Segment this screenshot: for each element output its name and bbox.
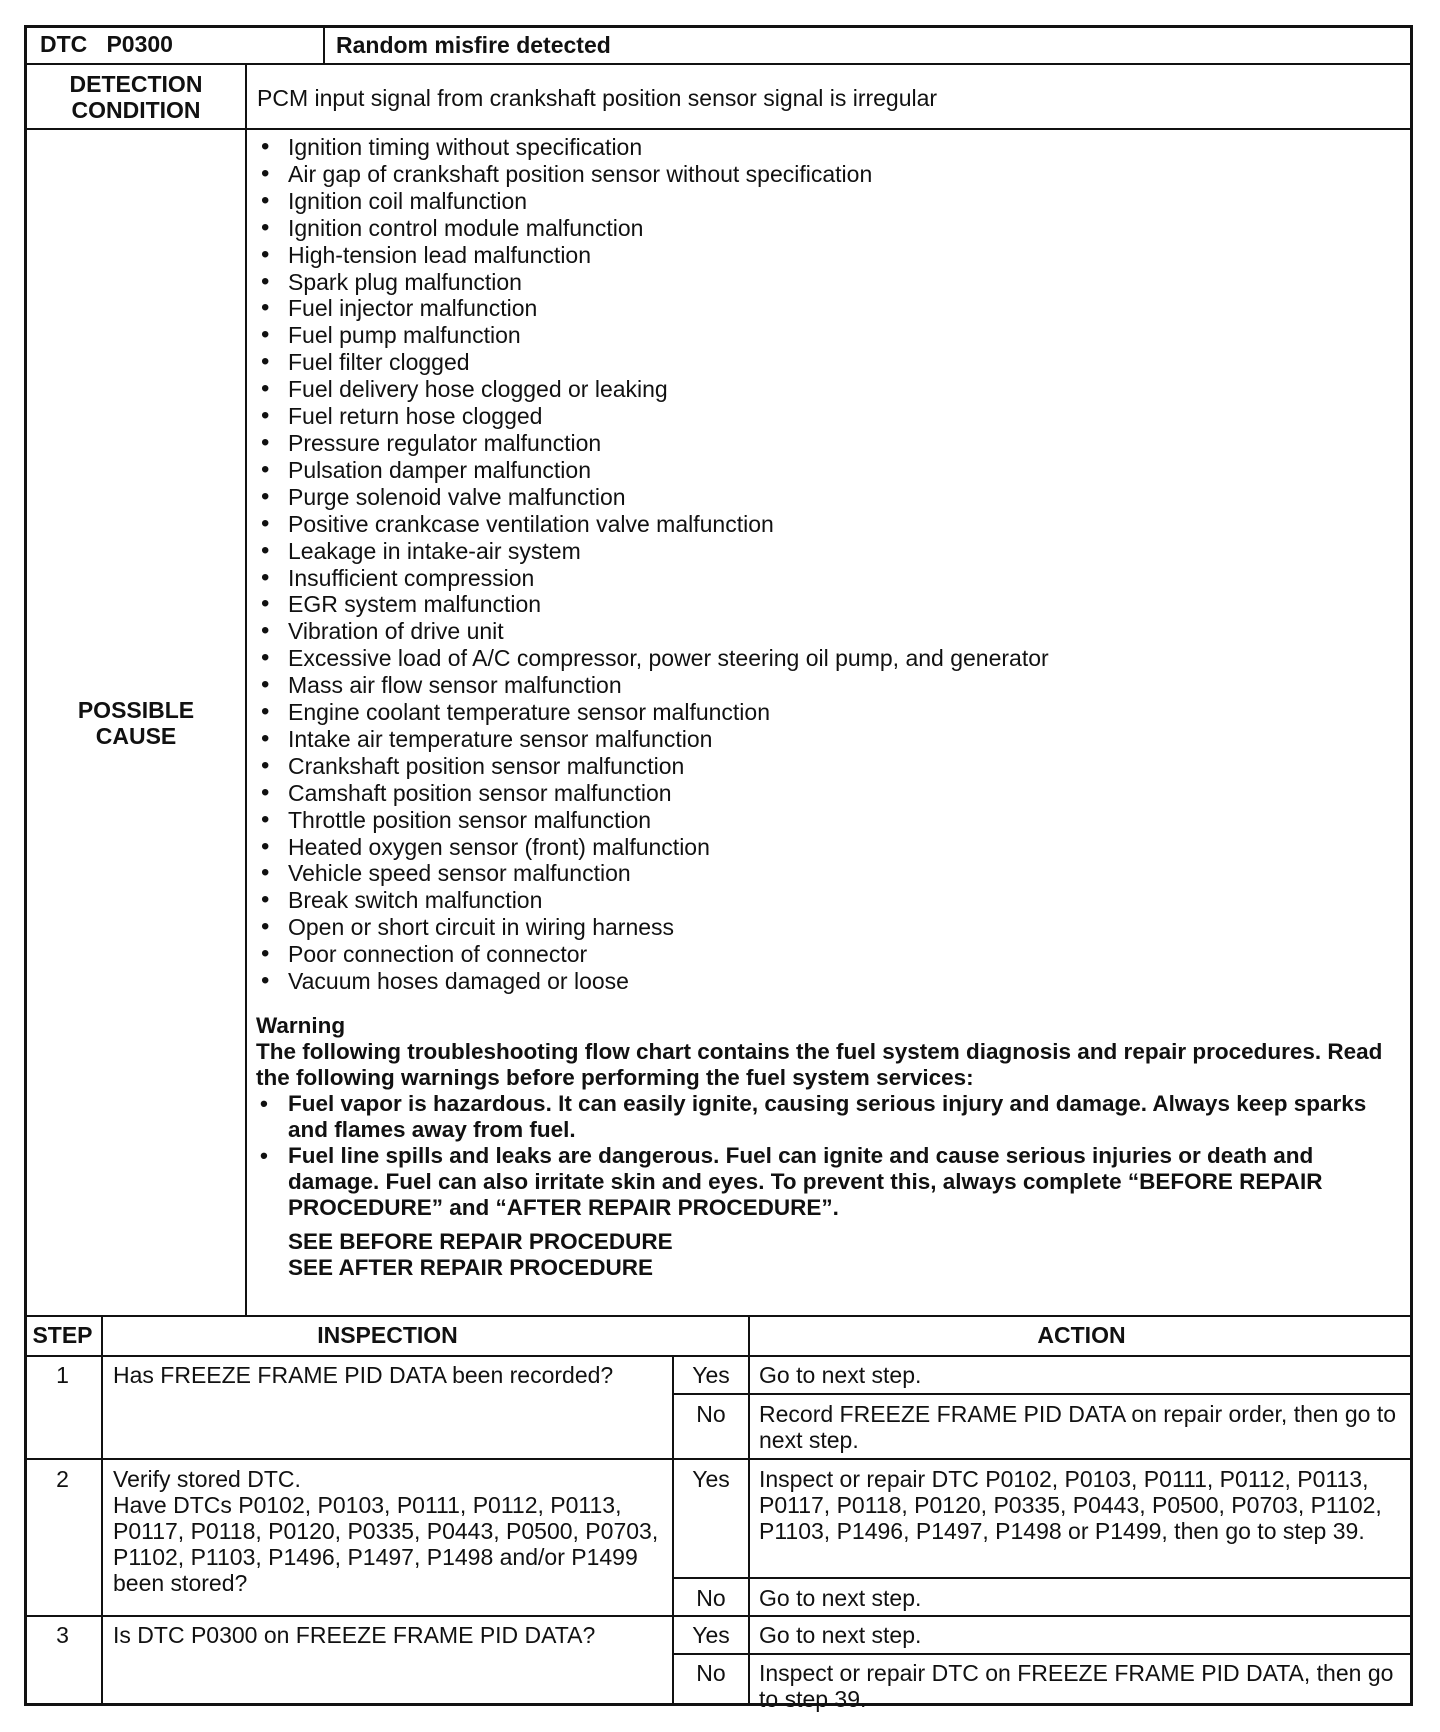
rule-step2-bottom — [24, 1615, 1413, 1617]
possible-cause-item: • High-tension lead malfunction — [256, 242, 1406, 269]
possible-cause-item: • Mass air flow sensor malfunction — [256, 672, 1406, 699]
rule-cause-bottom — [24, 1315, 1413, 1317]
possible-cause-item: • Ignition coil malfunction — [256, 188, 1406, 215]
step-3-no-label: No — [696, 1660, 726, 1686]
rule-step1-yes-bottom — [672, 1393, 1413, 1395]
action-column-header: ACTION — [1037, 1322, 1126, 1348]
possible-cause-item: • Spark plug malfunction — [256, 269, 1406, 296]
possible-cause-item: • Crankshaft position sensor malfunction — [256, 753, 1406, 780]
possible-cause-list — [256, 134, 1406, 995]
step-1-number: 1 — [56, 1362, 69, 1388]
see-links — [256, 1229, 1396, 1281]
dtc-code-cell — [40, 31, 320, 57]
step-2-number: 2 — [56, 1466, 69, 1492]
possible-cause-item: • Pulsation damper malfunction — [256, 457, 1406, 484]
warning-heading: Warning — [256, 1013, 346, 1038]
possible-cause-item: • Fuel injector malfunction — [256, 295, 1406, 322]
possible-cause-item: • Pressure regulator malfunction — [256, 430, 1406, 457]
possible-cause-item: • Break switch malfunction — [256, 887, 1406, 914]
step-3-yes-label: Yes — [692, 1622, 730, 1648]
possible-cause-item: • Air gap of crankshaft position sensor without specification — [256, 161, 1406, 188]
step-2-inspection-line1: Verify stored DTC. — [113, 1466, 301, 1492]
step-2-inspection — [113, 1466, 668, 1596]
step-column-header: STEP — [32, 1322, 93, 1348]
step-3-inspection: Is DTC P0300 on FREEZE FRAME PID DATA? — [113, 1622, 596, 1648]
possible-cause-item: • Leakage in intake-air system — [256, 538, 1406, 565]
possible-cause-label-line2: CAUSE — [95, 722, 177, 749]
possible-cause-item: • Insufficient compression — [256, 565, 1406, 592]
possible-cause-item: • Poor connection of connector — [256, 941, 1406, 968]
possible-cause-item: • Camshaft position sensor malfunction — [256, 780, 1406, 807]
dtc-label: DTC — [40, 31, 88, 57]
detection-label-line2: CONDITION — [71, 96, 201, 123]
see-before-repair-link[interactable]: SEE BEFORE REPAIR PROCEDURE — [288, 1229, 673, 1254]
possible-cause-item: • Vibration of drive unit — [256, 618, 1406, 645]
dtc-title: Random misfire detected — [336, 32, 611, 58]
possible-cause-list-cell — [256, 134, 1406, 995]
rule-steps-header-bottom — [24, 1355, 1413, 1357]
possible-cause-item: • Engine coolant temperature sensor malfunction — [256, 699, 1406, 726]
possible-cause-item: • Intake air temperature sensor malfunction — [256, 726, 1406, 753]
step-2-no-label: No — [696, 1585, 726, 1611]
possible-cause-item: • Positive crankcase ventilation valve malfunction — [256, 511, 1406, 538]
step-3-number: 3 — [56, 1622, 69, 1648]
possible-cause-item: • Fuel filter clogged — [256, 349, 1406, 376]
possible-cause-item: • Open or short circuit in wiring harness — [256, 914, 1406, 941]
possible-cause-item: • Excessive load of A/C compressor, power steering oil pump, and generator — [256, 645, 1406, 672]
possible-cause-item: • Purge solenoid valve malfunction — [256, 484, 1406, 511]
step-2-yes-label: Yes — [692, 1466, 730, 1492]
see-after-repair-link[interactable]: SEE AFTER REPAIR PROCEDURE — [288, 1255, 654, 1280]
inspection-column-header: INSPECTION — [317, 1322, 458, 1348]
step-1-yes-action: Go to next step. — [759, 1362, 922, 1388]
possible-cause-label — [27, 130, 245, 1315]
warning-intro: The following troubleshooting flow chart contains the fuel system diagnosis and repair procedures. Read the following warnings before performing the fuel system services: — [256, 1039, 1383, 1090]
possible-cause-item: • Vehicle speed sensor malfunction — [256, 860, 1406, 887]
rule-step3-yes-bottom — [672, 1653, 1413, 1655]
warning-bullet-spills: • Fuel line spills and leaks are dangerous. Fuel can ignite and cause serious injuries or death and damage. Fuel can also irritate skin and eyes. To prevent this, always complete “BEFORE REPAIR PROCEDURE” and “AFTER REPAIR PROCEDURE”. — [256, 1143, 1396, 1221]
step-1-no-label: No — [696, 1401, 726, 1427]
warning-bullet-vapor: • Fuel vapor is hazardous. It can easily ignite, causing serious injury and damage. Always keep sparks and flames away from fuel. — [256, 1091, 1396, 1143]
step-2-inspection-line2: Have DTCs P0102, P0103, P0111, P0112, P0113, P0117, P0118, P0120, P0335, P0443, P0500, P0703, P1102, P1103, P1496, P1497, P1498 and/or P1499 been stored? — [113, 1492, 659, 1596]
detection-condition-label — [27, 65, 245, 128]
rule-step1-bottom — [24, 1458, 1413, 1460]
rule-header-divider — [323, 25, 325, 64]
dtc-code: P0300 — [106, 31, 173, 57]
possible-cause-item: • Fuel delivery hose clogged or leaking — [256, 376, 1406, 403]
warning-block — [256, 1013, 1396, 1281]
possible-cause-item: • Throttle position sensor malfunction — [256, 807, 1406, 834]
rule-step-divider — [101, 1315, 103, 1706]
step-1-inspection: Has FREEZE FRAME PID DATA been recorded? — [113, 1362, 614, 1388]
rule-step2-yes-bottom — [672, 1577, 1413, 1579]
possible-cause-item: • Vacuum hoses damaged or loose — [256, 968, 1406, 995]
step-1-yes-label: Yes — [692, 1362, 730, 1388]
possible-cause-item: • Fuel pump malfunction — [256, 322, 1406, 349]
step-1-no-action: Record FREEZE FRAME PID DATA on repair order, then go to next step. — [759, 1401, 1397, 1453]
step-3-no-action: Inspect or repair DTC on FREEZE FRAME PID DATA, then go to step 39. — [759, 1660, 1394, 1712]
possible-cause-item: • Fuel return hose clogged — [256, 403, 1406, 430]
detection-condition-text: PCM input signal from crankshaft position sensor signal is irregular — [257, 85, 938, 111]
possible-cause-item: • Ignition timing without specification — [256, 134, 1406, 161]
step-2-yes-action: Inspect or repair DTC P0102, P0103, P0111, P0112, P0113, P0117, P0118, P0120, P0335, P0443, P0500, P0703, P1102, P1103, P1496, P1497, P1498 or P1499, then go to step 39. — [759, 1466, 1382, 1544]
possible-cause-item: • EGR system malfunction — [256, 591, 1406, 618]
possible-cause-label-line1: POSSIBLE — [77, 696, 195, 723]
detection-label-line1: DETECTION — [69, 70, 203, 97]
rule-label-divider — [245, 63, 247, 1316]
possible-cause-item: • Heated oxygen sensor (front) malfunction — [256, 834, 1406, 861]
rule-yesno-right — [748, 1355, 750, 1706]
step-3-yes-action: Go to next step. — [759, 1622, 922, 1648]
step-2-no-action: Go to next step. — [759, 1585, 922, 1611]
warning-bullets — [256, 1091, 1396, 1221]
possible-cause-item: • Ignition control module malfunction — [256, 215, 1406, 242]
